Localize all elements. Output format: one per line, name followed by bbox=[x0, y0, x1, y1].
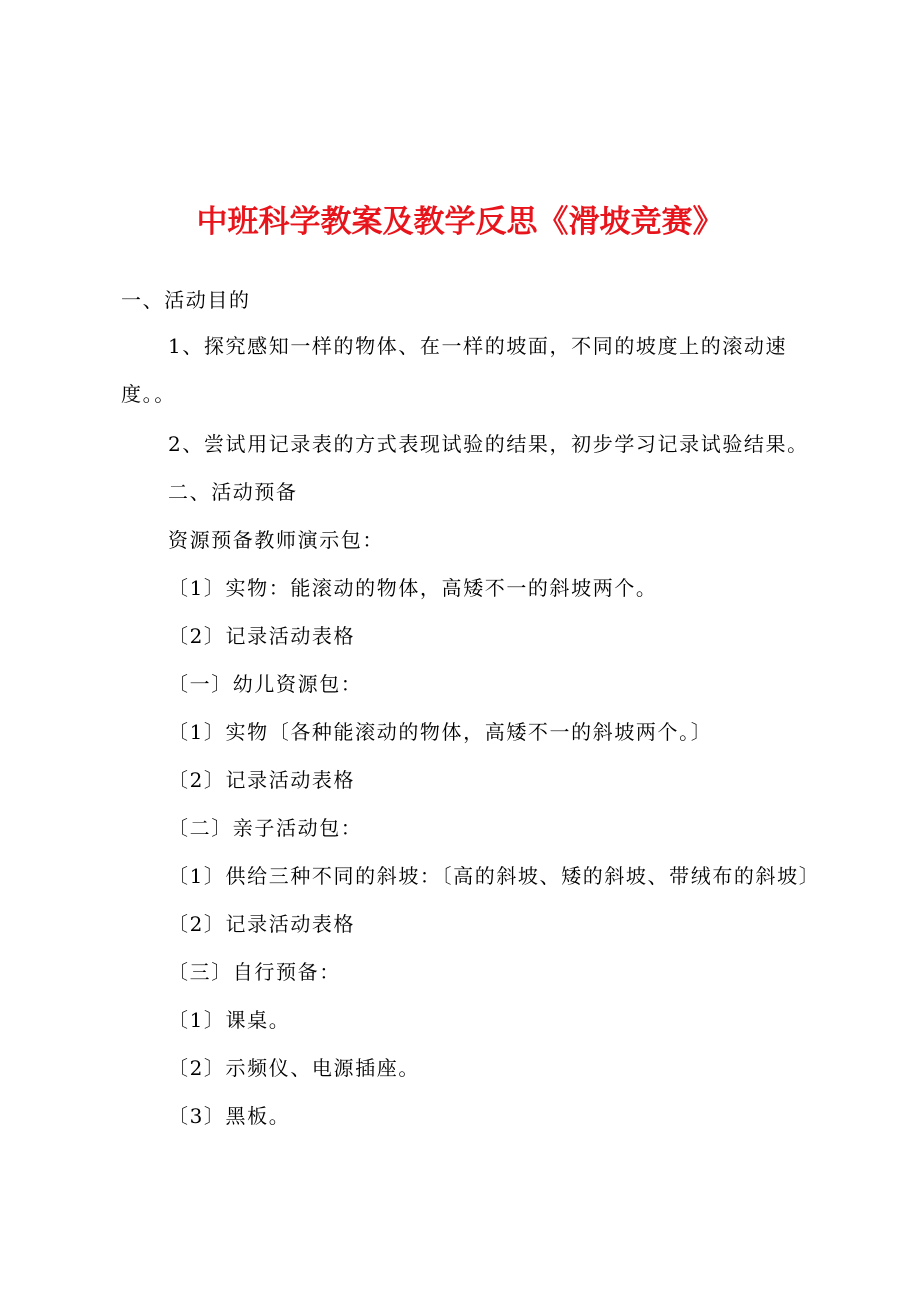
objective-1: 1、探究感知一样的物体、在一样的坡面，不同的坡度上的滚动速度。。 bbox=[121, 334, 788, 406]
child-pack-heading: 〔一〕幼儿资源包： bbox=[168, 672, 363, 696]
teacher-pack-heading: 资源预备教师演示包： bbox=[168, 528, 384, 552]
self-prep-item-2: 〔2〕示频仪、电源插座。 bbox=[168, 1056, 420, 1080]
document-title: 中班科学教案及教学反思《滑坡竞赛》 bbox=[196, 204, 724, 240]
teacher-pack-item-1: 〔1〕实物：能滚动的物体，高矮不一的斜坡两个。 bbox=[168, 576, 658, 600]
child-pack-item-1: 〔1〕实物〔各种能滚动的物体，高矮不一的斜坡两个。〕 bbox=[168, 720, 713, 744]
family-pack-heading: 〔二〕亲子活动包： bbox=[168, 816, 363, 840]
child-pack-item-2: 〔2〕记录活动表格 bbox=[168, 768, 356, 792]
self-prep-item-1: 〔1〕课桌。 bbox=[168, 1008, 291, 1032]
family-pack-item-1: 〔1〕供给三种不同的斜坡：〔高的斜坡、矮的斜坡、带绒布的斜坡〕 bbox=[168, 864, 821, 888]
objective-2: 2、尝试用记录表的方式表现试验的结果，初步学习记录试验结果。 bbox=[168, 432, 809, 456]
self-prep-item-3: 〔3〕黑板。 bbox=[168, 1104, 291, 1128]
section-heading-preparation: 二、活动预备 bbox=[168, 480, 298, 504]
teacher-pack-item-2: 〔2〕记录活动表格 bbox=[168, 624, 356, 648]
family-pack-item-2: 〔2〕记录活动表格 bbox=[168, 912, 356, 936]
section-heading-objectives: 一、活动目的 bbox=[121, 288, 251, 312]
self-prep-heading: 〔三〕自行预备： bbox=[168, 960, 341, 984]
